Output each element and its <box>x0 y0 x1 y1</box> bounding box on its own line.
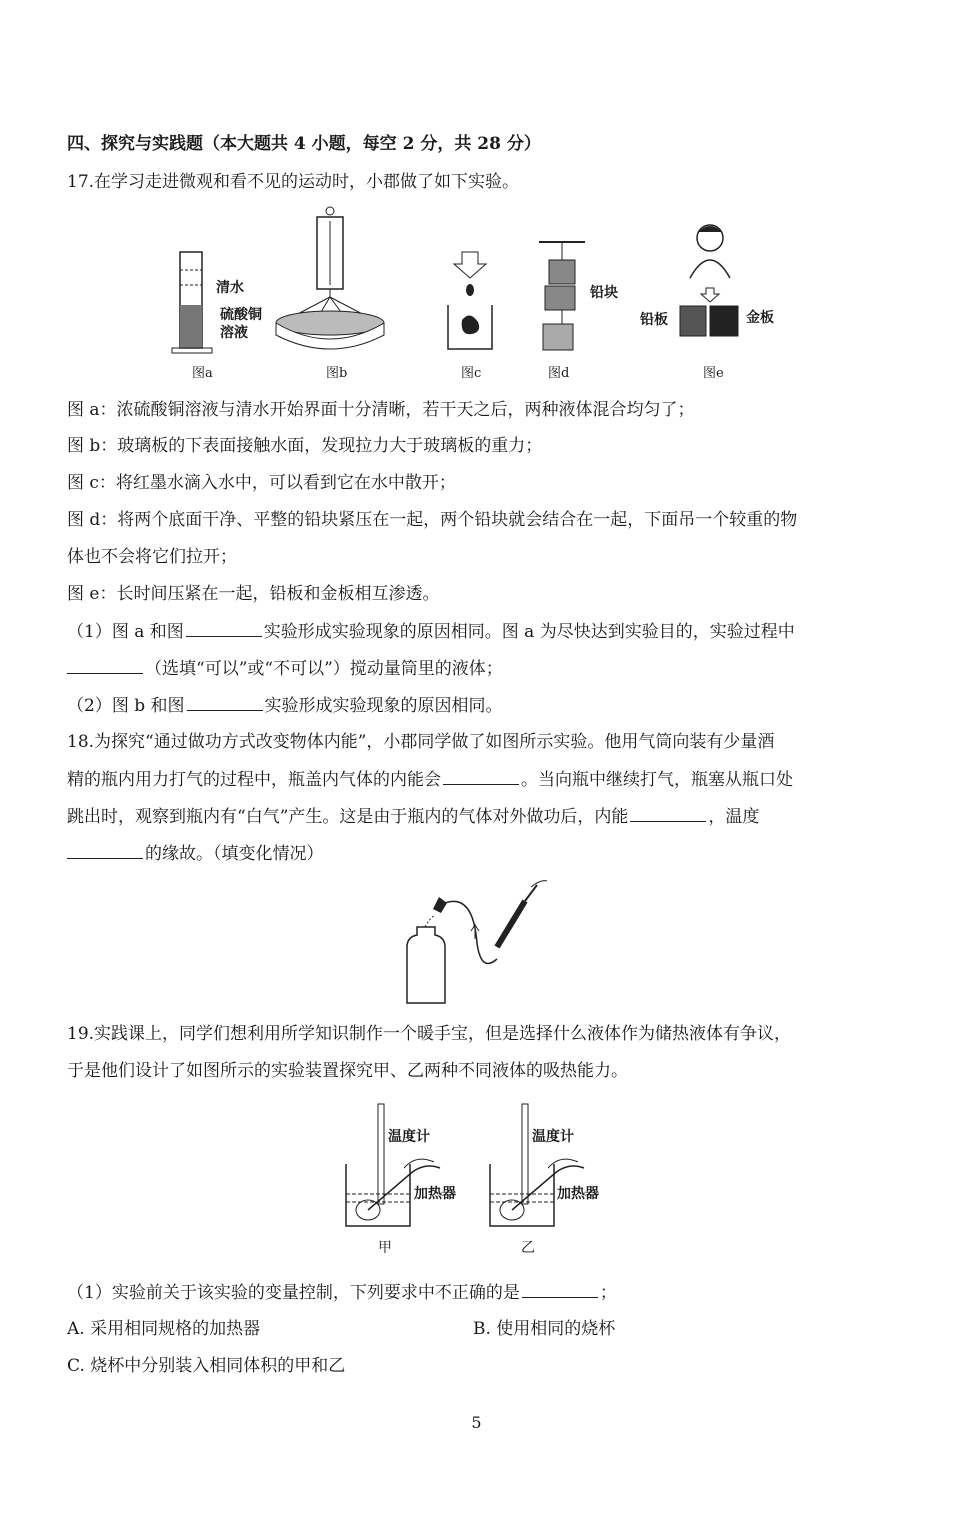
q19-line2: 于是他们设计了如图所示的实验装置探究甲、乙两种不同液体的吸热能力。 <box>67 1061 628 1081</box>
q17-sub2-text-a: （2）图 b 和图 <box>67 696 185 716</box>
q17-desc-b: 图 b：玻璃板的下表面接触水面，发现拉力大于玻璃板的重力； <box>67 436 543 456</box>
figure-b-spring-scale <box>272 205 392 355</box>
q17-desc-c: 图 c：将红墨水滴入水中，可以看到它在水中散开； <box>67 473 456 493</box>
q19-beaker-right <box>484 1102 584 1232</box>
q17-desc-d-2: 体也不会将它们拉开； <box>67 547 237 567</box>
q19-caption-right: 乙 <box>521 1240 535 1256</box>
q19-sub1 <box>67 1281 617 1304</box>
q18-line4 <box>67 842 324 865</box>
figure-a-cylinder <box>170 250 220 356</box>
q17-sub1-text-a: （1）图 a 和图 <box>67 622 184 642</box>
page-number: 5 <box>471 1413 482 1432</box>
q19-label-heater-left: 加热器 <box>414 1186 456 1202</box>
q19-caption-left: 甲 <box>378 1240 392 1256</box>
q17-intro: 17.在学习走进微观和看不见的运动时，小郡做了如下实验。 <box>67 172 520 192</box>
q17-sub1-blank-2[interactable] <box>67 657 143 674</box>
q19-sub1-end: ； <box>599 1283 617 1303</box>
q19-sub1-text: （1）实验前关于该实验的变量控制，下列要求中不正确的是 <box>67 1283 520 1303</box>
figure-d-lead-blocks <box>535 238 591 356</box>
q19-label-thermometer-left: 温度计 <box>388 1129 430 1145</box>
q17-sub1-line2 <box>67 657 503 680</box>
q18-blank-1[interactable] <box>443 768 519 785</box>
q18-text-e: 的缘故。（填变化情况） <box>145 844 324 864</box>
q19-option-c[interactable]: C. 烧杯中分别装入相同体积的甲和乙 <box>67 1356 346 1376</box>
q18-figure-bottle-pump <box>395 875 555 1010</box>
q17-sub1-line1 <box>67 620 795 643</box>
q18-text-c: 跳出时，观察到瓶内有“白气”产生。这是由于瓶内的气体对外做功后，内能 <box>67 807 629 827</box>
q19-option-b[interactable]: B. 使用相同的烧杯 <box>473 1319 616 1339</box>
fig-e-label-lead: 铅板 <box>640 312 668 328</box>
q19-sub1-blank[interactable] <box>522 1281 598 1298</box>
q18-blank-3[interactable] <box>67 842 143 859</box>
fig-d-label-lead: 铅块 <box>590 285 618 301</box>
q19-beaker-left <box>340 1102 440 1232</box>
q17-sub2 <box>67 694 503 717</box>
q18-text-d: ，温度 <box>708 807 760 827</box>
q19-line1: 19.实践课上，同学们想利用所学知识制作一个暖手宝，但是选择什么液体作为储热液体有争议， <box>67 1024 792 1044</box>
q18-blank-2[interactable] <box>630 805 706 822</box>
q17-desc-d-1: 图 d：将两个底面干净、平整的铅块紧压在一起，两个铅块就会结合在一起，下面吊一个较重的物 <box>67 510 798 530</box>
caption-fig-a: 图a <box>192 366 213 381</box>
q17-sub1-blank-1[interactable] <box>186 620 262 637</box>
figure-c-beaker <box>442 250 498 355</box>
q17-sub2-blank[interactable] <box>187 694 263 711</box>
q18-line2 <box>67 768 793 791</box>
q18-text-b: 。当向瓶中继续打气，瓶塞从瓶口处 <box>521 770 793 790</box>
fig-a-label-solution-2: 溶液 <box>220 325 248 341</box>
section-heading: 四、探究与实践题（本大题共 4 小题，每空 2 分，共 28 分） <box>67 134 541 154</box>
q17-sub1-text-b: 实验形成实验现象的原因相同。图 a 为尽快达到实验目的，实验过程中 <box>263 622 795 642</box>
q18-line1: 18.为探究“通过做功方式改变物体内能”，小郡同学做了如图所示实验。他用气筒向装有少量酒 <box>67 732 775 752</box>
q17-sub1-text-c: （选填“可以”或“不可以”）搅动量筒里的液体； <box>145 659 503 679</box>
q19-label-heater-right: 加热器 <box>557 1186 599 1202</box>
figure-e-plates <box>678 222 748 340</box>
q17-desc-a: 图 a：浓硫酸铜溶液与清水开始界面十分清晰，若干天之后，两种液体混合均匀了； <box>67 400 695 420</box>
q18-line3 <box>67 805 759 828</box>
q17-desc-e: 图 e：长时间压紧在一起，铅板和金板相互渗透。 <box>67 584 440 604</box>
caption-fig-d: 图d <box>548 366 570 381</box>
caption-fig-c: 图c <box>461 366 482 381</box>
fig-a-label-water: 清水 <box>216 280 244 296</box>
fig-e-label-gold: 金板 <box>746 310 774 326</box>
q19-label-thermometer-right: 温度计 <box>532 1129 574 1145</box>
caption-fig-b: 图b <box>326 366 348 381</box>
caption-fig-e: 图e <box>703 366 724 381</box>
fig-a-label-solution-1: 硫酸铜 <box>220 307 262 323</box>
q19-option-a[interactable]: A. 采用相同规格的加热器 <box>67 1319 261 1339</box>
q17-sub2-text-b: 实验形成实验现象的原因相同。 <box>264 696 503 716</box>
q18-text-a: 精的瓶内用力打气的过程中，瓶盖内气体的内能会 <box>67 770 441 790</box>
